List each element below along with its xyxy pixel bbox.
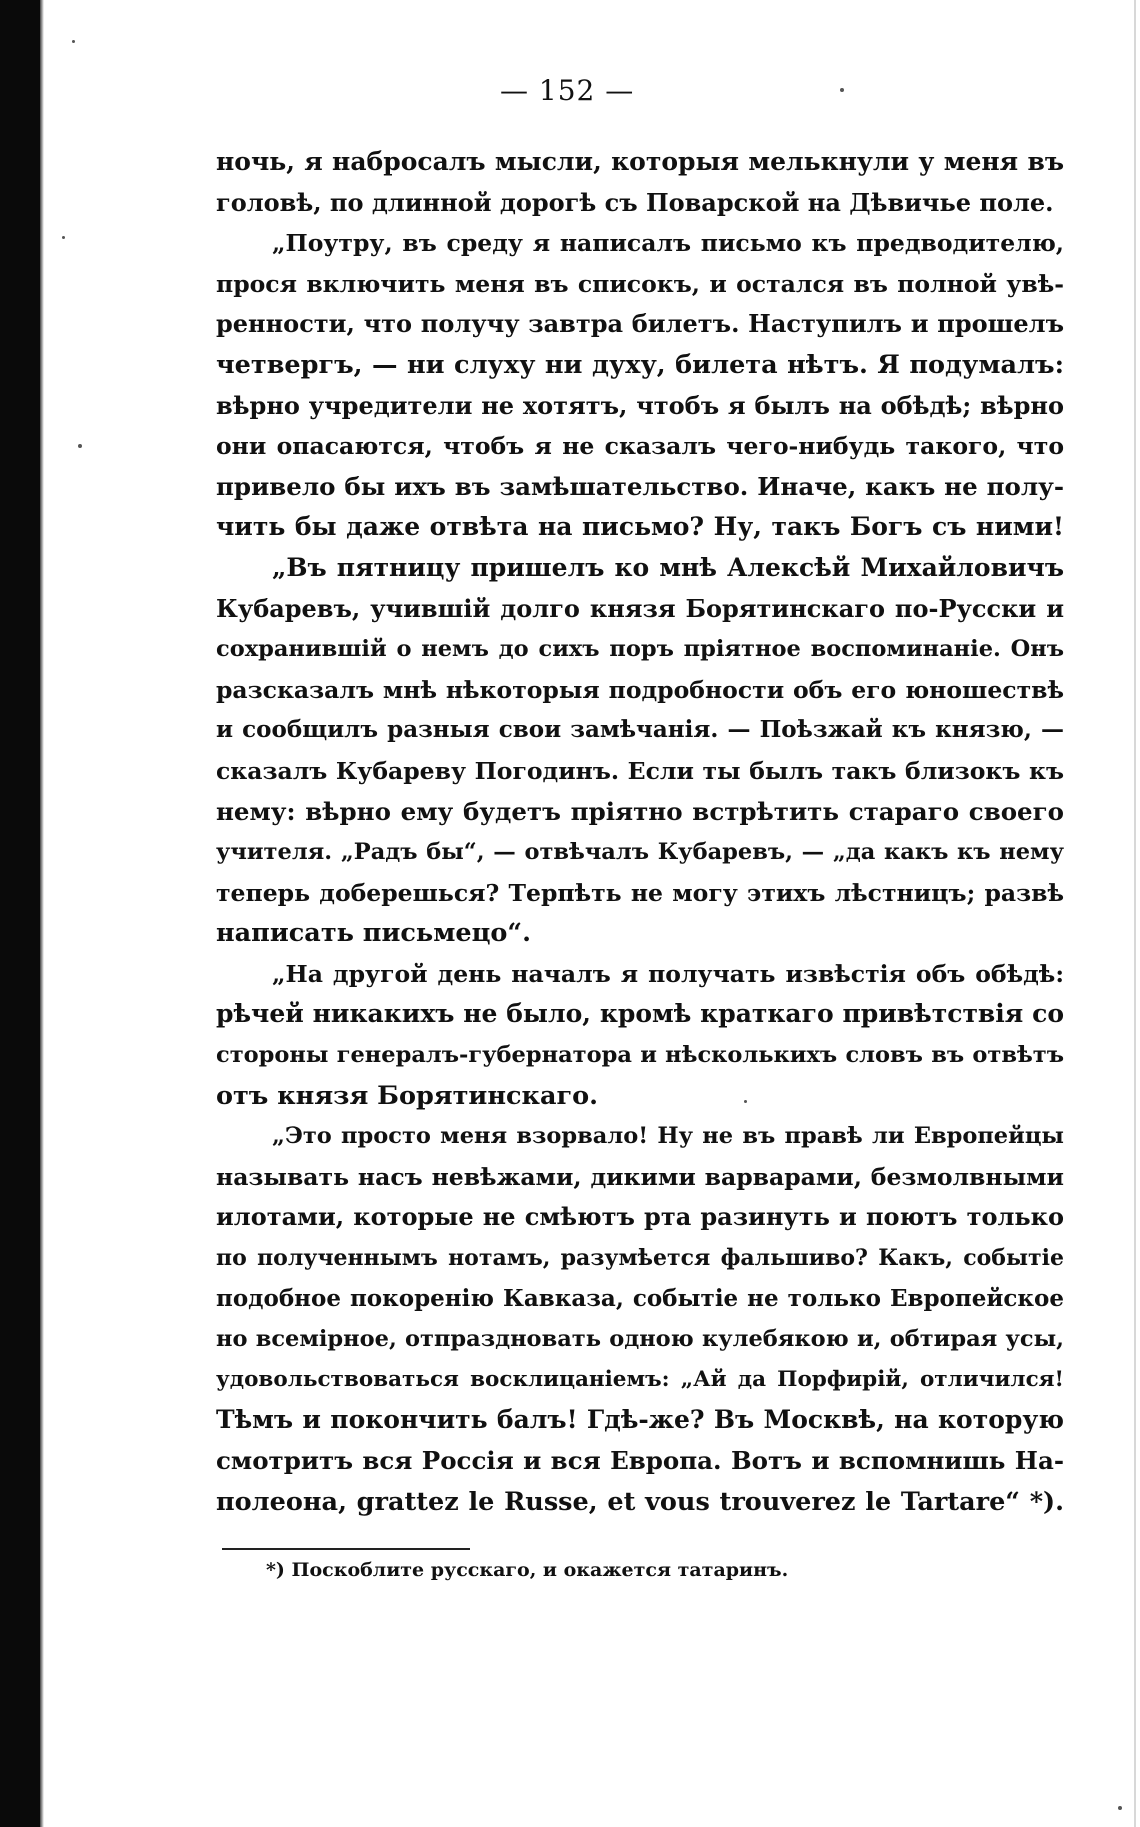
text-line: смотритъ вся Россія и вся Европа. Вотъ и вспомнишь На- xyxy=(216,1446,1064,1475)
text-line: привело бы ихъ въ замѣшательство. Иначе, какъ не полу- xyxy=(216,471,1064,501)
text-line: подобное покоренію Кавказа, событіе не только Европейское xyxy=(216,1284,1064,1312)
text-line: написать письмецо“. xyxy=(216,918,531,949)
book-spine-shadow xyxy=(0,0,40,1827)
spine-edge-gradient xyxy=(40,0,44,1827)
text-line: головѣ, по длинной дорогѣ съ Поварской на Дѣвичье поле. xyxy=(216,187,1054,217)
text-line: полеона, grattez le Russe, et vous trouverez le Tartare“ *). xyxy=(216,1486,1064,1517)
text-line: прося включить меня въ списокъ, и остался въ полной увѣ- xyxy=(216,269,1064,298)
text-line: называть насъ невѣжами, дикими варварами, безмолвными xyxy=(216,1162,1064,1191)
text-line: нему: вѣрно ему будетъ пріятно встрѣтить стараго своего xyxy=(216,796,1064,826)
text-line: „Это просто меня взорвало! Ну не въ правѣ ли Европейцы xyxy=(272,1123,1064,1150)
footnote: *) Поскоблите русскаго, и окажется татаринъ. xyxy=(266,1559,789,1581)
scan-speck xyxy=(62,236,65,239)
text-line: они опасаются, чтобъ я не сказалъ чего-нибудь такого, что xyxy=(216,432,1064,461)
right-page-edge xyxy=(1134,0,1136,1827)
text-line: разсказалъ мнѣ нѣкоторыя подробности объ его юношествѣ xyxy=(216,675,1064,704)
text-line: „Въ пятницу пришелъ ко мнѣ Алексѣй Михайловичъ xyxy=(272,552,1064,582)
scan-speck xyxy=(840,88,844,92)
scan-speck xyxy=(78,444,82,448)
text-line: сохранившій о немъ до сихъ поръ пріятное воспоминаніе. Онъ xyxy=(216,636,1064,663)
text-line: ночь, я набросалъ мысли, которыя мелькнули у меня въ xyxy=(216,147,1064,176)
text-line: „Поутру, въ среду я написалъ письмо къ предводителю, xyxy=(272,229,1064,258)
text-line: вѣрно учредители не хотятъ, чтобъ я былъ на обѣдѣ; вѣрно xyxy=(216,390,1064,420)
scan-speck xyxy=(1118,1806,1122,1810)
text-line: четвергъ, — ни слуху ни духу, билета нѣтъ. Я подумалъ: xyxy=(216,349,1064,380)
footnote-rule xyxy=(222,1548,470,1550)
text-line: удовольствоваться восклицаніемъ: „Ай да Порфирій, отличился! xyxy=(216,1366,1064,1392)
text-line: чить бы даже отвѣта на письмо? Ну, такъ Богъ съ ними! xyxy=(216,512,1064,542)
text-line: отъ князя Борятинскаго. xyxy=(216,1080,598,1111)
text-line: стороны генералъ-губернатора и нѣсколькихъ словъ въ отвѣтъ xyxy=(216,1042,1064,1069)
paragraph xyxy=(216,548,1064,954)
text-line: и сообщилъ разныя свои замѣчанія. — Поѣзжай къ князю, — xyxy=(216,716,1064,744)
text-line: рѣчей никакихъ не было, кромѣ краткаго привѣтствія со xyxy=(216,999,1064,1029)
body-text xyxy=(216,142,1064,1522)
paragraph xyxy=(216,1116,1064,1522)
text-line: теперь доберешься? Терпѣть не могу этихъ лѣстницъ; развѣ xyxy=(216,878,1064,907)
paragraph xyxy=(216,954,1064,1116)
scan-speck xyxy=(72,40,75,43)
text-line: ренности, что получу завтра билетъ. Наступилъ и прошелъ xyxy=(216,309,1064,339)
text-line: „На другой день началъ я получать извѣстія объ обѣдѣ: xyxy=(272,959,1064,988)
page-number: — 152 — xyxy=(500,74,635,107)
text-line: илотами, которые не смѣютъ рта разинуть и поютъ только xyxy=(216,1202,1064,1232)
text-line: сказалъ Кубареву Погодинъ. Если ты былъ такъ близокъ къ xyxy=(216,756,1064,785)
text-line: Тѣмъ и покончить балъ! Гдѣ-же? Въ Москвѣ, на которую xyxy=(216,1405,1064,1435)
text-line: но всемірное, отпраздновать одною кулебякою и, обтирая усы, xyxy=(216,1326,1064,1353)
text-line: Кубаревъ, учившій долго князя Борятинскаго по-Русски и xyxy=(216,593,1064,623)
paragraph xyxy=(216,142,1064,223)
text-line: учителя. „Радъ бы“, — отвѣчалъ Кубаревъ, — „да какъ къ нему xyxy=(216,839,1064,866)
paragraph xyxy=(216,223,1064,548)
text-line: по полученнымъ нотамъ, разумѣется фальшиво? Какъ, событіе xyxy=(216,1245,1064,1272)
